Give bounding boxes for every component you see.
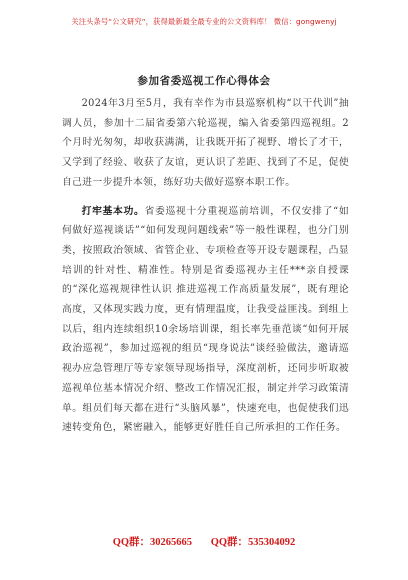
header-banner: 关注头条号“公文研究”，获得最新最全最专业的公文资料库！ 微信：gongwenyj (71, 17, 337, 26)
qq-group-1: QQ群：30265665 (112, 537, 193, 548)
paragraph-spacer (62, 193, 349, 202)
footer-contacts (0, 534, 408, 549)
paragraph-training (62, 202, 349, 438)
paragraph-intro: 2024年3月至5月，我有幸作为市县巡察机构“以干代训”抽调人员，参加十二届省委第六轮巡视，编入省委第四巡视组。2个月时光匆匆，却收获满满，让我既开拓了视野、增长了才干，又学到了经验、收获了友谊，更认识了差距、找到了不足，促使自己进一步提升本领，练好功夫做好巡察本职工作。 (62, 98, 349, 188)
document-title: 参加省委巡视工作心得体会 (137, 75, 271, 87)
qq-group-2: QQ群：535304092 (210, 537, 296, 548)
paragraph-training-text: 省委巡视十分重视巡前培训，不仅安排了“如何做好巡视谈话”“如何发现问题线索”等一般性课程，也分门别类，按照政治领域、省管企业、专项检查等开设专题课程，凸显培训的针对性、精准性。特别是省委巡视办主任***亲自授课的“深化巡视规律性认识 推进巡视工作高质量发展”，既有理论高度，又体现实践力度，更有情理温度，让我受益匪浅。到组上以后，组内连续组织10余场培训课，组长率先垂范谈“如何开展政治巡视”，参加过巡视的组员“现身说法”谈经验做法，邀请巡视办应急管理厅等专家领导现场指导，深度剖析，还同步听取被巡视单位基本情况介绍、整改工作情况汇报，制定并学习政策清单。组员们每天都在进行“头脑风暴”，快速充电，也促使我们迅速转变角色，紧密融入，能够更好胜任自己所承担的工作任务。 (62, 205, 349, 434)
paragraph-lead: 打牢基本功。 (81, 205, 145, 217)
document-body (62, 94, 349, 438)
